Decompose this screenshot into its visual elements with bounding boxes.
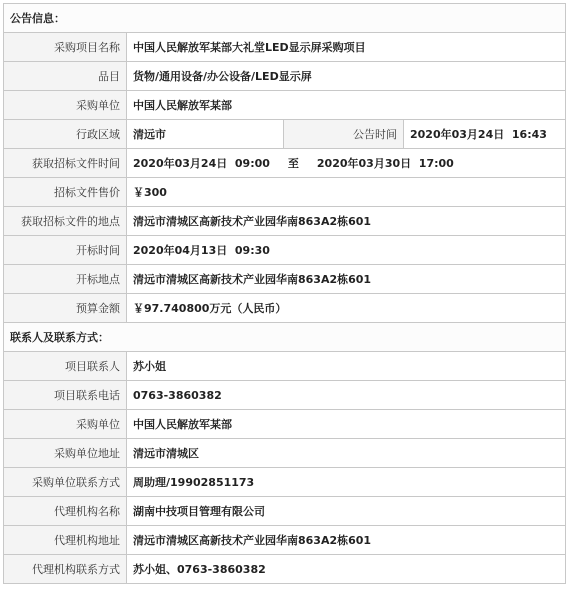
budget-value: ￥97.740800万元（人民币） bbox=[127, 294, 566, 323]
table-row bbox=[4, 33, 566, 62]
doc-time-start: 2020年03月24日 09:00 bbox=[133, 157, 270, 170]
purchaser-value: 中国人民解放军某部 bbox=[127, 91, 566, 120]
table-row bbox=[4, 265, 566, 294]
table-row bbox=[4, 91, 566, 120]
publish-time-value: 2020年03月24日 16:43 bbox=[404, 120, 566, 149]
field-label: 行政区域 bbox=[4, 120, 127, 149]
section-row-announcement bbox=[4, 4, 566, 33]
table-row bbox=[4, 410, 566, 439]
project-name-value: 中国人民解放军某部大礼堂LED显示屏采购项目 bbox=[127, 33, 566, 62]
table-row bbox=[4, 207, 566, 236]
field-label: 代理机构地址 bbox=[4, 526, 127, 555]
field-label: 代理机构名称 bbox=[4, 497, 127, 526]
table-row bbox=[4, 526, 566, 555]
table-row bbox=[4, 149, 566, 178]
doc-location-value: 清远市清城区高新技术产业园华南863A2栋601 bbox=[127, 207, 566, 236]
contact-purchaser-value: 中国人民解放军某部 bbox=[127, 410, 566, 439]
agency-contact-value: 苏小姐、0763-3860382 bbox=[127, 555, 566, 584]
section-row-contacts bbox=[4, 323, 566, 352]
region-value: 清远市 bbox=[127, 120, 284, 149]
field-label: 采购单位 bbox=[4, 410, 127, 439]
project-phone-value: 0763-3860382 bbox=[127, 381, 566, 410]
table-row bbox=[4, 381, 566, 410]
field-label: 招标文件售价 bbox=[4, 178, 127, 207]
doc-price-value: ￥300 bbox=[127, 178, 566, 207]
doc-time-end: 2020年03月30日 17:00 bbox=[316, 157, 454, 170]
table-row bbox=[4, 497, 566, 526]
table-row bbox=[4, 62, 566, 91]
field-label: 获取招标文件的地点 bbox=[4, 207, 127, 236]
category-value: 货物/通用设备/办公设备/LED显示屏 bbox=[127, 62, 566, 91]
field-label: 品目 bbox=[4, 62, 127, 91]
section-title-announcement: 公告信息： bbox=[4, 4, 566, 33]
agency-name-value: 湖南中技项目管理有限公司 bbox=[127, 497, 566, 526]
doc-time-separator: 至 bbox=[287, 157, 299, 170]
open-time-value: 2020年04月13日 09:30 bbox=[127, 236, 566, 265]
field-label: 开标地点 bbox=[4, 265, 127, 294]
table-row bbox=[4, 120, 566, 149]
purchaser-contact-value: 周助理/19902851173 bbox=[127, 468, 566, 497]
table-row bbox=[4, 439, 566, 468]
field-label: 采购单位联系方式 bbox=[4, 468, 127, 497]
field-label: 采购单位地址 bbox=[4, 439, 127, 468]
table-row bbox=[4, 555, 566, 584]
field-label: 采购项目名称 bbox=[4, 33, 127, 62]
doc-time-value bbox=[127, 149, 566, 178]
agency-address-value: 清远市清城区高新技术产业园华南863A2栋601 bbox=[127, 526, 566, 555]
purchaser-address-value: 清远市清城区 bbox=[127, 439, 566, 468]
table-row bbox=[4, 468, 566, 497]
field-label: 获取招标文件时间 bbox=[4, 149, 127, 178]
field-label: 项目联系电话 bbox=[4, 381, 127, 410]
announcement-info-table bbox=[3, 3, 566, 584]
table-row bbox=[4, 352, 566, 381]
field-label: 预算金额 bbox=[4, 294, 127, 323]
project-contact-value: 苏小姐 bbox=[127, 352, 566, 381]
field-label: 项目联系人 bbox=[4, 352, 127, 381]
section-title-contacts: 联系人及联系方式： bbox=[4, 323, 566, 352]
table-row bbox=[4, 178, 566, 207]
table-row bbox=[4, 294, 566, 323]
table-row bbox=[4, 236, 566, 265]
field-label: 公告时间 bbox=[284, 120, 404, 149]
field-label: 开标时间 bbox=[4, 236, 127, 265]
open-location-value: 清远市清城区高新技术产业园华南863A2栋601 bbox=[127, 265, 566, 294]
field-label: 代理机构联系方式 bbox=[4, 555, 127, 584]
field-label: 采购单位 bbox=[4, 91, 127, 120]
